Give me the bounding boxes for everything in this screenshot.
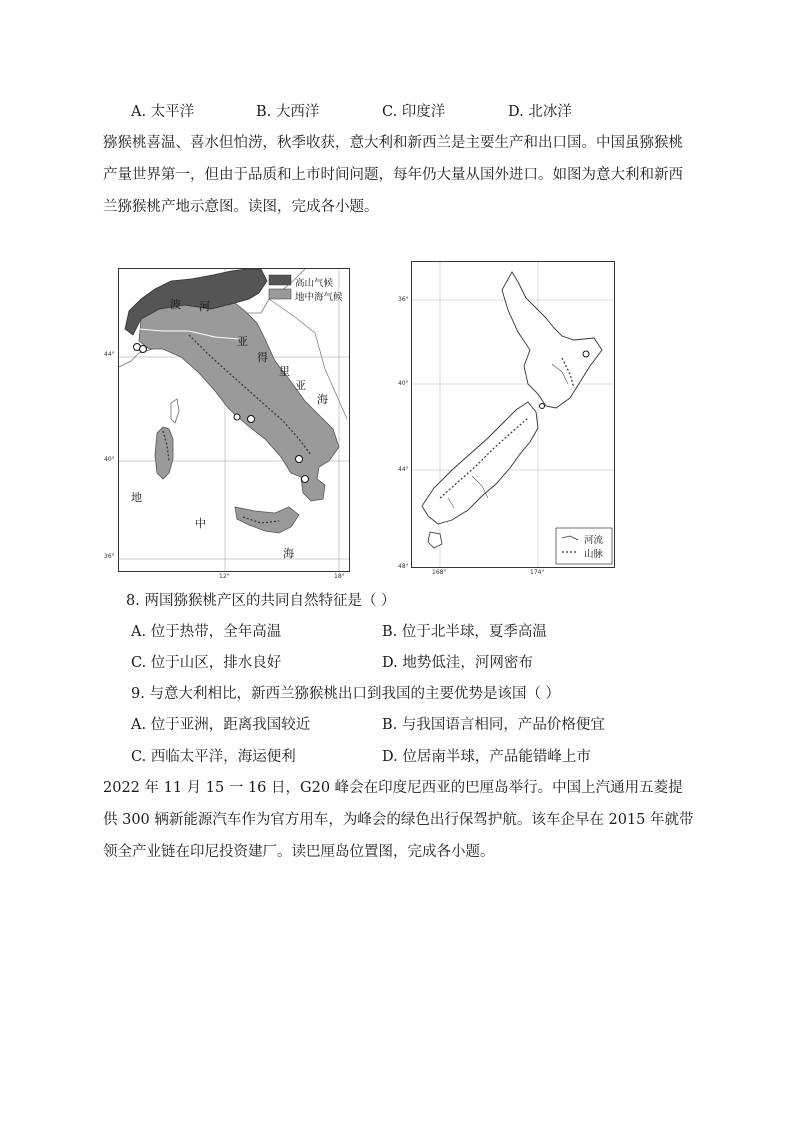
adriatic-label-4: 亚 [295,379,306,392]
question-8-stem: 8. 两国猕猴桃产区的共同自然特征是（ ） [126,593,396,609]
italy-lat-tick-36: 36° [104,553,115,560]
mediterranean-label-3: 海 [283,547,294,560]
italy-lon-tick-12: 12° [219,573,230,580]
italy-map-svg [119,269,349,571]
legend-river-label: 河流 [584,535,604,546]
north-island [502,272,602,408]
adriatic-label-3: 里 [279,365,290,378]
question-8-option-d: D. 地势低洼，河网密布 [382,655,533,671]
new-zealand-map-svg [412,262,614,567]
sicily [235,507,299,533]
adriatic-label-1: 亚 [237,335,248,348]
question-9-option-c: C. 西临太平洋，海运便利 [131,749,296,765]
legend-mountain-label: 山脉 [584,549,604,560]
south-island [422,402,538,524]
adriatic-label-2: 得 [257,351,268,364]
question-8-option-b: B. 位于北半球，夏季高温 [382,624,547,640]
legend-mediterranean-label: 地中海气候 [295,292,343,303]
q7-option-c: C. 印度洋 [382,104,446,120]
question-8-option-c: C. 位于山区，排水良好 [131,655,282,671]
question-9-option-a: A. 位于亚洲，距离我国较近 [131,717,311,733]
nz-lat-tick-44: 44° [398,466,409,473]
nz-lon-tick-174: 174° [530,569,545,576]
italy-lat-tick-44: 44° [104,351,115,358]
po-river-label-2: 河 [199,300,210,313]
new-zealand-map [411,261,615,568]
question-9-option-d: D. 位居南半球，产品能错峰上市 [382,749,591,765]
question-9-stem: 9. 与意大利相比，新西兰猕猴桃出口到我国的主要优势是该国（ ） [131,686,561,702]
q7-option-b: B. 大西洋 [256,104,320,120]
italy-map [118,268,350,572]
kiwi-intro-paragraph: 猕猴桃喜温、喜水但怕涝，秋季收获，意大利和新西兰是主要生产和出口国。中国虽猕猴桃产量世界第一，但由于品质和上市时间问题，每年仍大量从国外进口。如图为意大利和新西兰猕猴桃产地示意图。读图，完成各小题。 [103,135,683,215]
nz-lat-tick-40: 40° [398,380,409,387]
nz-lat-tick-36: 36° [398,296,409,303]
mediterranean-label-1: 地 [131,491,142,504]
q7-option-d: D. 北冰洋 [508,104,572,120]
bali-intro-paragraph: 2022 年 11 月 15 一 16 日，G20 峰会在印度尼西亚的巴厘岛举行。中国上汽通用五菱提供 300 辆新能源汽车作为官方用车，为峰会的绿色出行保驾护航。该车企早在 2015 年就带领全产业链在印尼投资建厂。读巴厘岛位置图，完成各小题。 [103,780,694,860]
italy-lat-tick-40: 40° [104,456,115,463]
italy-lon-tick-18: 18° [334,573,345,580]
question-9-option-b: B. 与我国语言相同，产品价格便宜 [382,717,605,733]
sardinia [155,427,173,479]
mediterranean-label-2: 中 [195,517,206,530]
po-river-label-1: 波 [170,298,181,311]
nz-lat-tick-48: 48° [398,563,409,570]
question-8-option-a: A. 位于热带，全年高温 [131,624,282,640]
nz-lon-tick-168: 168° [432,569,447,576]
adriatic-label-5: 海 [317,393,328,406]
legend-alpine-label: 高山气候 [295,278,334,289]
q7-option-a: A. 太平洋 [131,104,195,120]
